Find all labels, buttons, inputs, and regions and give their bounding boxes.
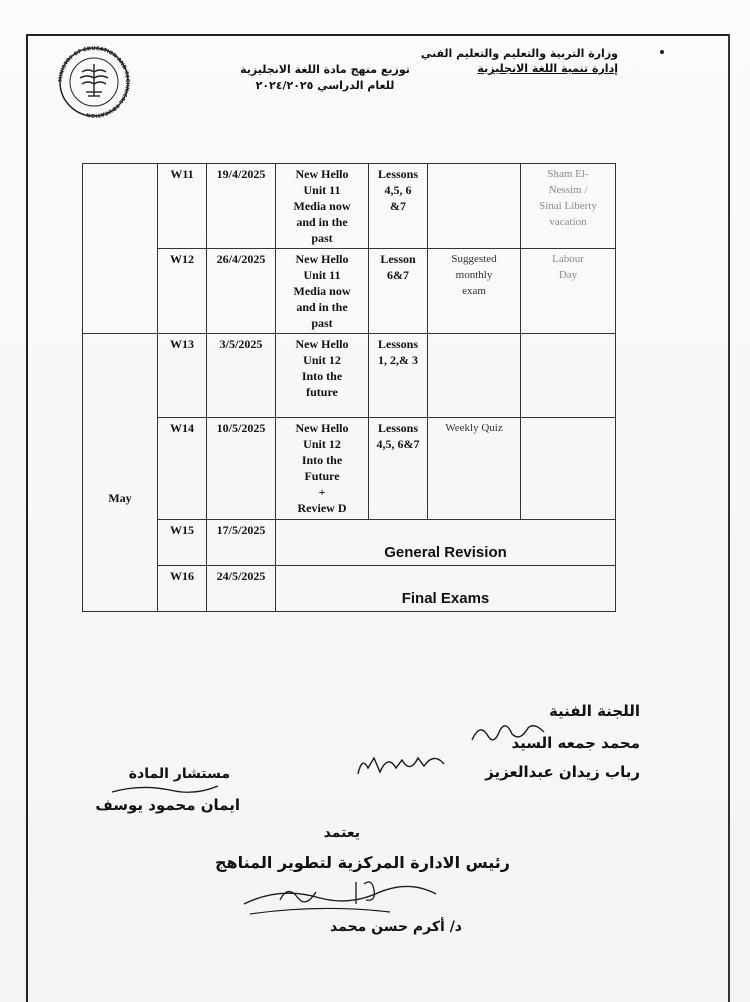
month-cell-may: May xyxy=(83,334,158,612)
week-cell: W16 xyxy=(158,566,207,612)
week-cell: W15 xyxy=(158,520,207,566)
unit-cell xyxy=(276,418,369,520)
subject-advisor-name: ايمان محمود يوسف xyxy=(95,796,240,814)
unit-cell xyxy=(276,164,369,249)
committee-member-2: رباب زيدان عبدالعزيز xyxy=(485,763,640,781)
unit-line: Unit 12 xyxy=(303,437,341,451)
unit-line: Unit 12 xyxy=(303,353,341,367)
lessons-line: 1, 2,& 3 xyxy=(378,353,418,367)
unit-line: Into the xyxy=(301,453,343,467)
seal-ring-text: MINISTRY OF EDUCATION AND TECHNICAL EDUCATION xyxy=(57,46,131,118)
unit-line: Media now xyxy=(293,199,351,213)
lessons-line: 6&7 xyxy=(387,268,409,282)
lessons-line: 4,5, 6&7 xyxy=(376,437,420,451)
approval-label: يعتمد xyxy=(323,825,360,841)
week-cell: W14 xyxy=(158,418,207,520)
exam-cell xyxy=(428,249,521,334)
unit-line: past xyxy=(311,231,333,245)
frame-left-line xyxy=(26,34,28,1002)
note-cell xyxy=(521,164,616,249)
lessons-cell xyxy=(369,334,428,418)
curriculum-table xyxy=(82,163,616,612)
frame-top-line xyxy=(26,34,730,36)
title-line-1: توزيع منهج مادة اللغة الانجليزية xyxy=(240,63,410,76)
lessons-cell xyxy=(369,249,428,334)
week-cell: W13 xyxy=(158,334,207,418)
date-cell: 3/5/2025 xyxy=(207,334,276,418)
committee-member-1: محمد جمعه السيد xyxy=(511,734,640,752)
unit-line: and in the xyxy=(296,215,348,229)
ministry-header xyxy=(418,46,618,76)
unit-cell xyxy=(276,334,369,418)
note-line: Sinai Liberty xyxy=(539,200,597,212)
note-line: Labour xyxy=(552,253,584,265)
exam-cell xyxy=(428,418,521,520)
lessons-line: Lesson xyxy=(380,252,416,266)
table-row xyxy=(83,566,616,612)
note-cell xyxy=(521,418,616,520)
ministry-seal-icon xyxy=(48,46,140,118)
unit-line: Future xyxy=(304,469,340,483)
exam-line: monthly xyxy=(455,269,493,281)
frame-right-line xyxy=(728,34,730,1002)
unit-line: and in the xyxy=(296,300,348,314)
date-cell: 17/5/2025 xyxy=(207,520,276,566)
table-row xyxy=(83,164,616,249)
exam-line: Weekly Quiz xyxy=(445,422,503,434)
title-line-2: للعام الدراسي ٢٠٢٤/٢٠٢٥ xyxy=(255,79,395,92)
director-signature xyxy=(240,874,440,920)
month-cell xyxy=(83,164,158,334)
unit-line: New Hello xyxy=(295,337,349,351)
unit-line: Unit 11 xyxy=(303,268,341,282)
note-cell xyxy=(521,249,616,334)
director-title: رئيس الادارة المركزية لتطوير المناهج xyxy=(214,853,510,872)
note-line: Sham El- xyxy=(547,168,589,180)
lessons-line: Lessons xyxy=(377,421,418,435)
unit-line: Unit 11 xyxy=(303,183,341,197)
unit-line: future xyxy=(306,385,338,399)
handwritten-signature-2 xyxy=(352,748,448,782)
date-cell: 19/4/2025 xyxy=(207,164,276,249)
lessons-line: Lessons xyxy=(377,337,418,351)
unit-cell xyxy=(276,249,369,334)
date-cell: 24/5/2025 xyxy=(207,566,276,612)
unit-line: Media now xyxy=(293,284,351,298)
lessons-cell xyxy=(369,418,428,520)
document-title xyxy=(230,62,420,94)
lessons-line: Lessons xyxy=(377,167,418,181)
note-line: Nessim / xyxy=(548,184,588,196)
lessons-line: 4,5, 6 xyxy=(384,183,412,197)
handwritten-signature-1 xyxy=(468,718,548,748)
note-line: vacation xyxy=(549,216,587,228)
date-cell: 10/5/2025 xyxy=(207,418,276,520)
unit-line: New Hello xyxy=(295,167,349,181)
table-row xyxy=(83,249,616,334)
subject-advisor-title: مستشار المادة xyxy=(128,766,230,782)
table-row xyxy=(83,334,616,418)
week-cell: W12 xyxy=(158,249,207,334)
exam-cell xyxy=(428,164,521,249)
note-cell xyxy=(521,334,616,418)
date-cell: 26/4/2025 xyxy=(207,249,276,334)
unit-line: New Hello xyxy=(295,421,349,435)
final-exams-cell: Final Exams xyxy=(276,566,616,612)
unit-line: New Hello xyxy=(295,252,349,266)
ministry-name: وزارة التربية والتعليم والتعليم الفني xyxy=(420,47,618,60)
unit-line: past xyxy=(311,316,333,330)
unit-line: + xyxy=(318,485,326,499)
general-revision-cell: General Revision xyxy=(276,520,616,566)
director-name: د/ أكرم حسن محمد xyxy=(330,919,462,935)
exam-line: exam xyxy=(462,285,486,297)
week-cell: W11 xyxy=(158,164,207,249)
committee-title: اللجنة الفنية xyxy=(548,702,640,720)
table-row xyxy=(83,418,616,520)
unit-line: Review D xyxy=(297,501,347,515)
lessons-line: &7 xyxy=(390,199,406,213)
exam-cell xyxy=(428,334,521,418)
exam-line: Suggested xyxy=(451,253,497,265)
department-name: إدارة تنمية اللغة الانجليزية xyxy=(477,62,618,75)
table-row xyxy=(83,520,616,566)
unit-line: Into the xyxy=(301,369,343,383)
lessons-cell xyxy=(369,164,428,249)
note-line: Day xyxy=(558,269,578,281)
bullet-dot xyxy=(660,50,664,54)
